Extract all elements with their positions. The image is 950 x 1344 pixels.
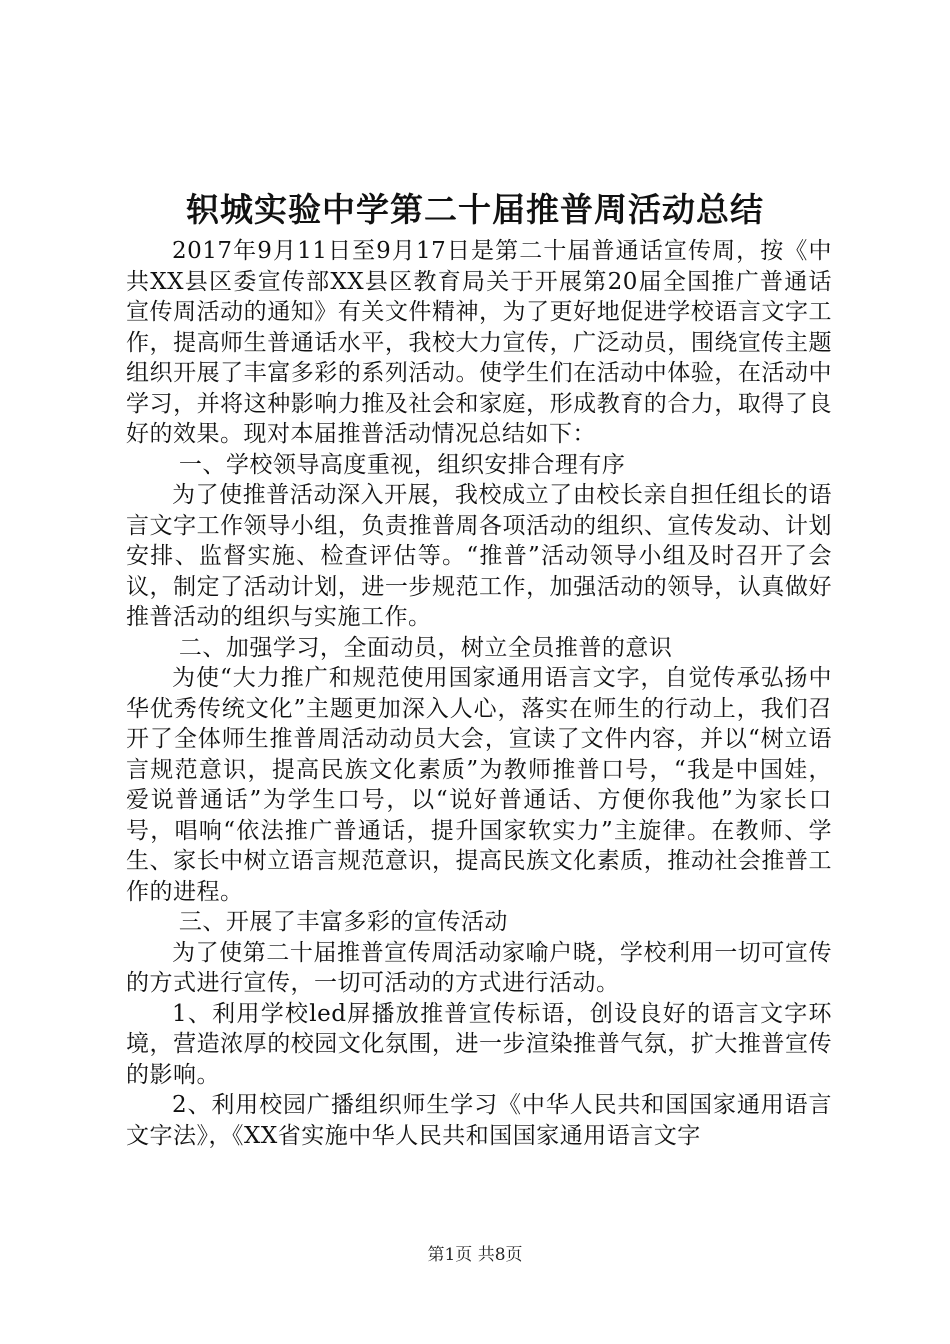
list-item-2: 2、利用校园广播组织师生学习《中华人民共和国国家通用语言文字法》，《XX省实施中华人民共和国国家通用语言文字 [126, 1092, 832, 1149]
section-3-paragraph: 为了使第二十届推普宣传周活动家喻户晓，学校利用一切可宣传的方式进行宣传，一切可活动的方式进行活动。 [126, 939, 832, 996]
document-body [126, 236, 832, 1151]
document-title: 轵城实验中学第二十届推普周活动总结 [186, 190, 764, 229]
intro-paragraph: 2017年9月11日至9月17日是第二十届普通话宣传周，按《中共XX县区委宣传部XX县区教育局关于开展第20届全国推广普通话宣传周活动的通知》有关文件精神，为了更好地促进学校语言文字工作，提高师生普通话水平，我校大力宣传，广泛动员，围绕宣传主题组织开展了丰富多彩的系列活动。使学生们在活动中体验，在活动中学习，并将这种影响力推及社会和家庭，形成教育的合力，取得了良好的效果。现对本届推普活动情况总结如下： [126, 238, 832, 447]
page-number-footer: 第1页 共8页 [427, 1245, 523, 1265]
section-1-paragraph: 为了使推普活动深入开展，我校成立了由校长亲自担任组长的语言文字工作领导小组，负责推普周各项活动的组织、宣传发动、计划安排、监督实施、检查评估等。“推普”活动领导小组及时召开了会议，制定了活动计划，进一步规范工作，加强活动的领导，认真做好推普活动的组织与实施工作。 [126, 482, 832, 630]
section-heading-1: 一、学校领导高度重视，组织安排合理有序 [178, 451, 626, 478]
section-heading-3: 三、开展了丰富多彩的宣传活动 [178, 909, 508, 935]
section-2-paragraph: 为使“大力推广和规范使用国家通用语言文字，自觉传承弘扬中华优秀传统文化”主题更加深入人心，落实在师生的行动上，我们召开了全体师生推普周活动动员大会，宣读了文件内容，并以“树立语言规范意识，提高民族文化素质”为教师推普口号，“我是中国娃，爱说普通话”为学生口号，以“说好普通话、方便你我他”为家长口号，唱响“依法推广普通话，提升国家软实力”主旋律。在教师、学生、家长中树立语言规范意识，提高民族文化素质，推动社会推普工作的进程。 [126, 665, 832, 905]
list-item-1: 1、利用学校led屏播放推普宣传标语，创设良好的语言文字环境，营造浓厚的校园文化氛围，进一步渲染推普气氛，扩大推普宣传的影响。 [126, 1000, 832, 1088]
section-heading-2: 二、加强学习，全面动员，树立全员推普的意识 [178, 634, 673, 661]
